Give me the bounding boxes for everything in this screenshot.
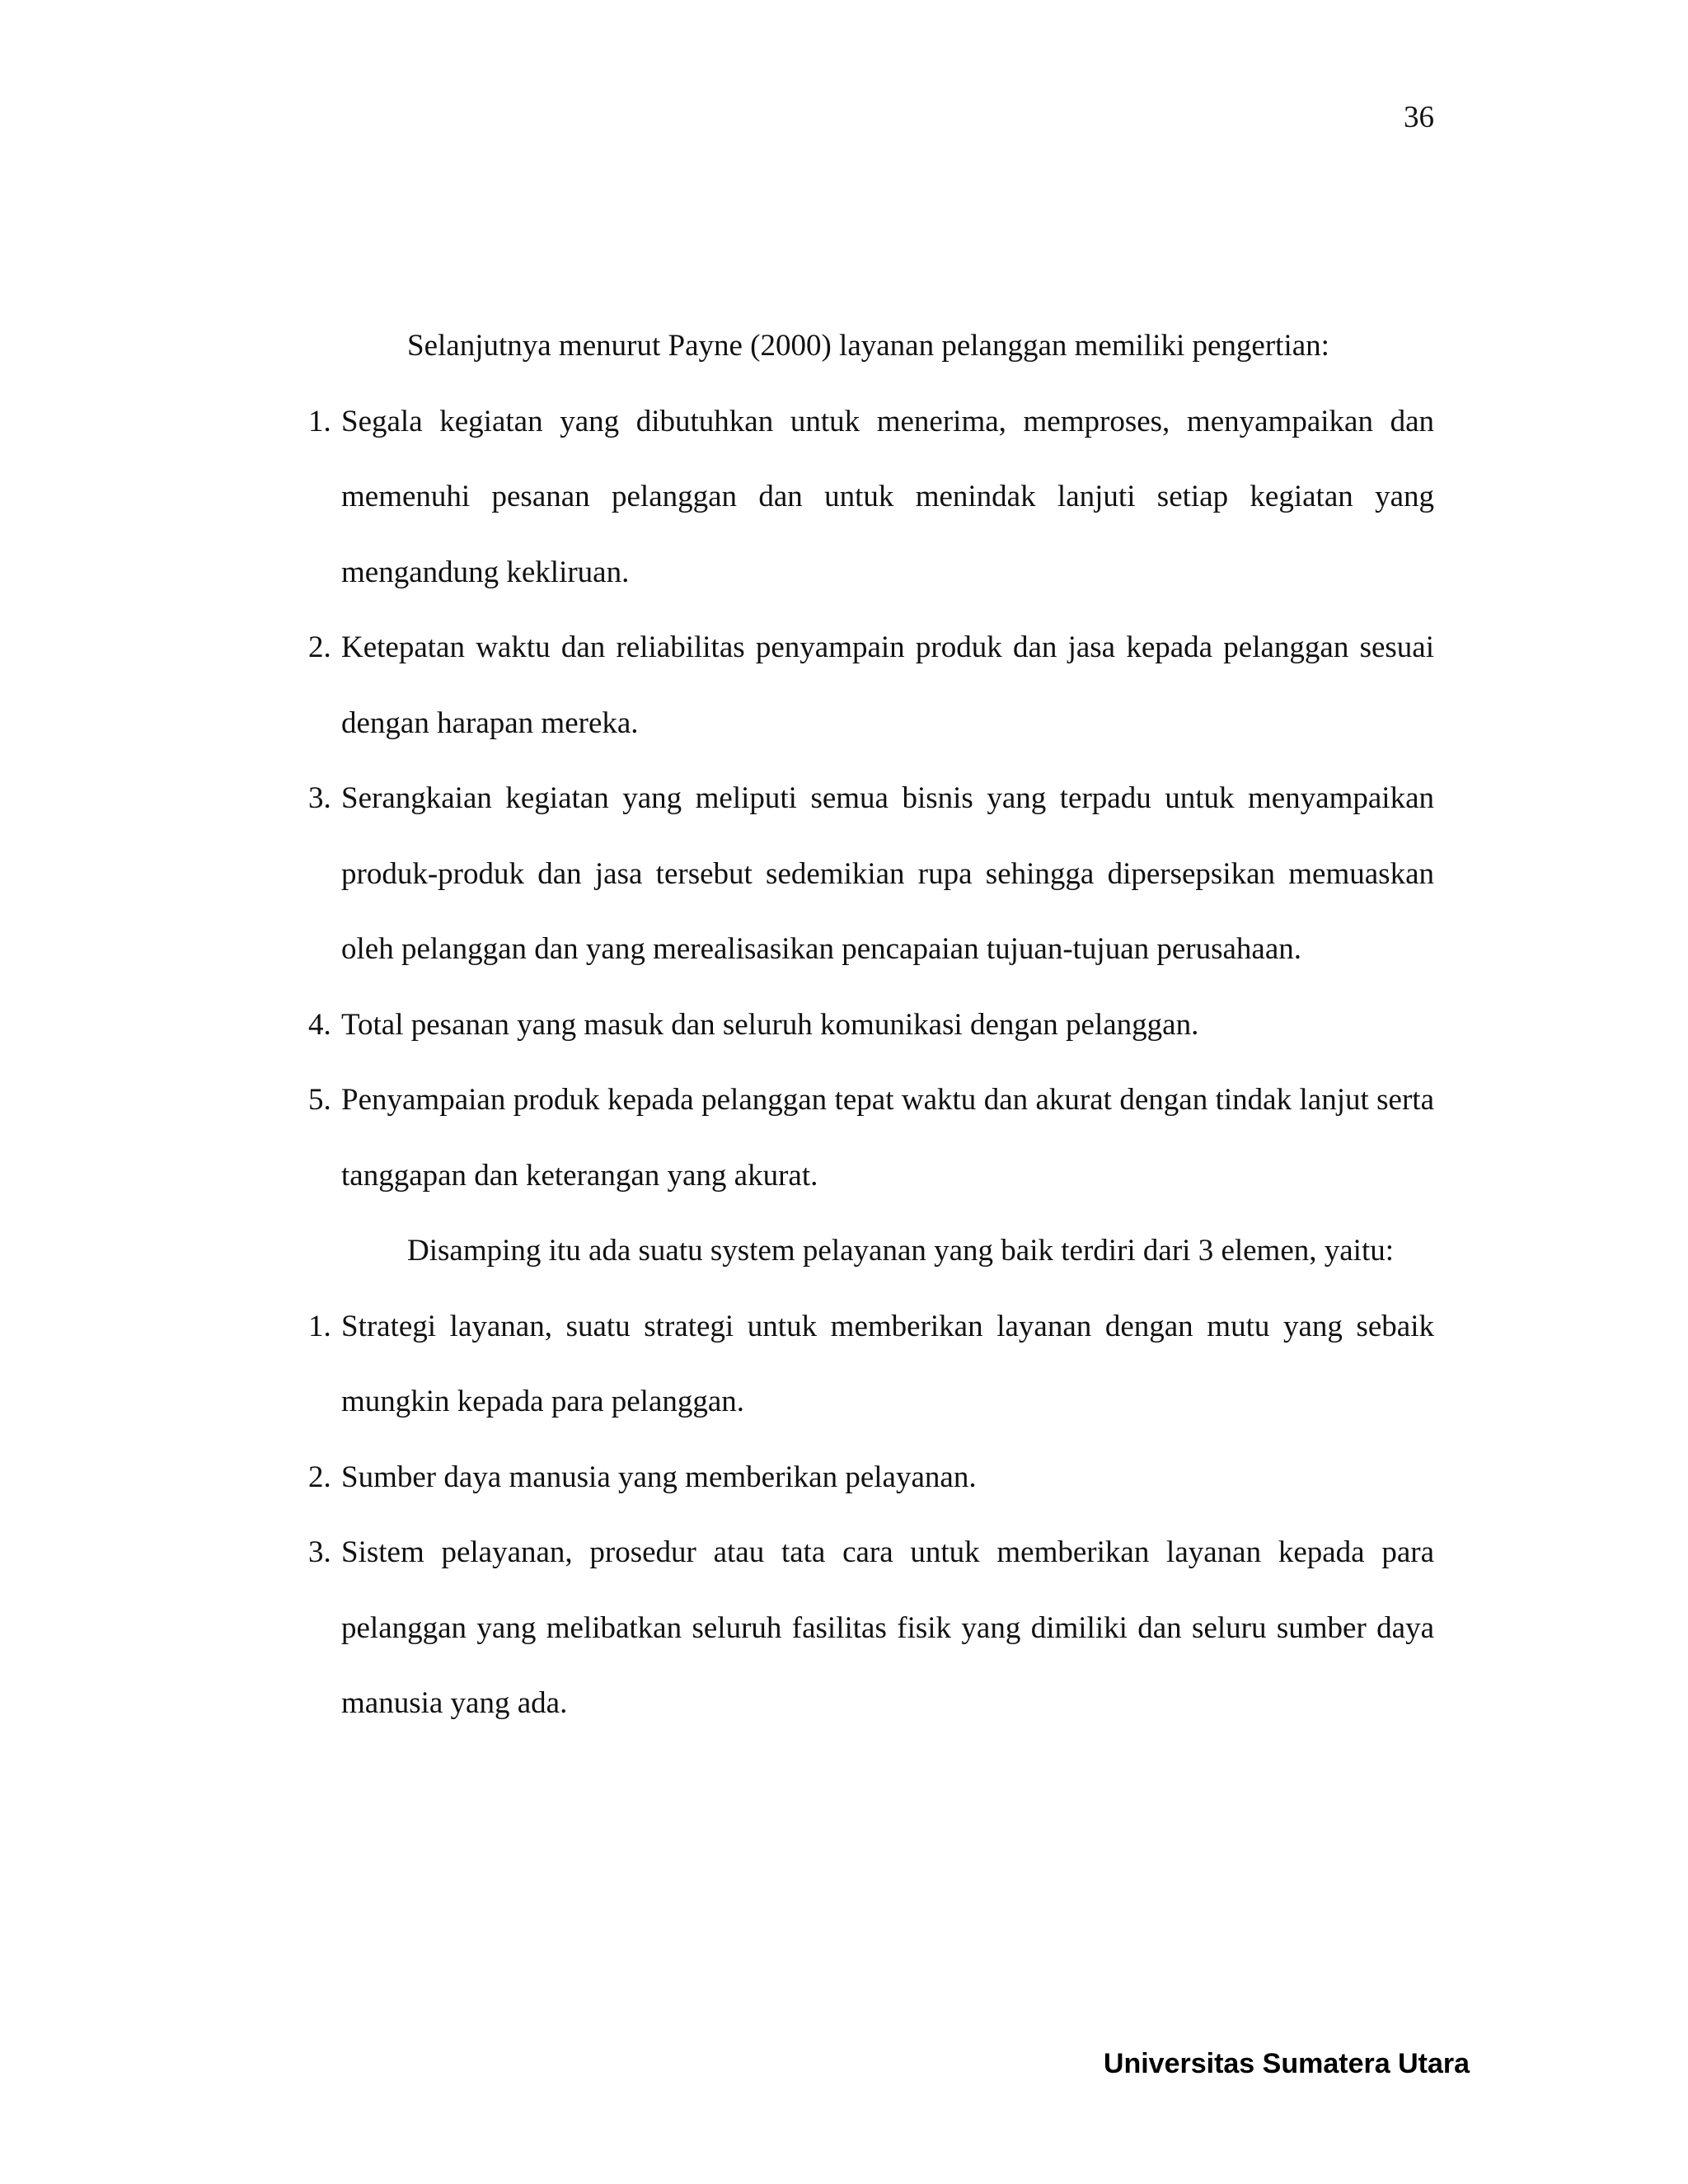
list-item — [308, 384, 1434, 611]
second-paragraph: Disamping itu ada suatu system pelayanan yang baik terdiri dari 3 elemen, yaitu: — [407, 1234, 1395, 1268]
list-item — [308, 1440, 1434, 1516]
list-item-text: Strategi layanan, suatu strategi untuk memberikan layanan dengan mutu yang sebaik mungkin kepada para pelanggan. — [341, 1309, 1434, 1418]
list-item-number: 2. — [308, 1460, 331, 1494]
list-item-text: Ketepatan waktu dan reliabilitas penyampain produk dan jasa kepada pelanggan sesuai dengan harapan mereka. — [341, 630, 1434, 740]
elements-list — [308, 1289, 1434, 1741]
list-item — [308, 610, 1434, 761]
list-item — [308, 987, 1434, 1063]
list-item-text: Total pesanan yang masuk dan seluruh komunikasi dengan pelanggan. — [341, 1007, 1199, 1042]
list-item-text: Segala kegiatan yang dibutuhkan untuk menerima, memproses, menyampaikan dan memenuhi pesanan pelanggan dan untuk menindak lanjuti setiap kegiatan yang mengandung kekliruan. — [341, 404, 1434, 589]
page-body — [308, 308, 1434, 1741]
list-item-text: Sistem pelayanan, prosedur atau tata cara untuk memberikan layanan kepada para pelanggan yang melibatkan seluruh fasilitas fisik yang dimiliki dan seluru sumber daya manusia yang ada. — [341, 1535, 1434, 1720]
list-item-text: Serangkaian kegiatan yang meliputi semua bisnis yang terpadu untuk menyampaikan produk-produk dan jasa tersebut sedemikian rupa sehingga dipersepsikan memuaskan oleh pelanggan dan yang merealisasikan pencapaian tujuan-tujuan perusahaan. — [341, 781, 1434, 966]
list-item-number: 1. — [308, 404, 331, 438]
list-item — [308, 1515, 1434, 1741]
list-item-number: 2. — [308, 630, 331, 664]
list-item — [308, 1289, 1434, 1440]
intro-paragraph: Selanjutnya menurut Payne (2000) layanan pelanggan memiliki pengertian: — [407, 329, 1329, 363]
list-item-number: 4. — [308, 1007, 331, 1042]
list-item-number: 3. — [308, 1535, 331, 1569]
list-item — [308, 761, 1434, 987]
page-number: 36 — [1404, 101, 1434, 134]
list-item-number: 3. — [308, 781, 331, 815]
list-item-number: 1. — [308, 1309, 331, 1343]
university-footer: Universitas Sumatera Utara — [1103, 2048, 1470, 2079]
list-item-text: Sumber daya manusia yang memberikan pelayanan. — [341, 1460, 977, 1494]
list-item-number: 5. — [308, 1083, 331, 1117]
list-item-text: Penyampaian produk kepada pelanggan tepat waktu dan akurat dengan tindak lanjut serta tanggapan dan keterangan yang akurat. — [341, 1083, 1434, 1193]
definitions-list — [308, 384, 1434, 1214]
list-item — [308, 1062, 1434, 1213]
